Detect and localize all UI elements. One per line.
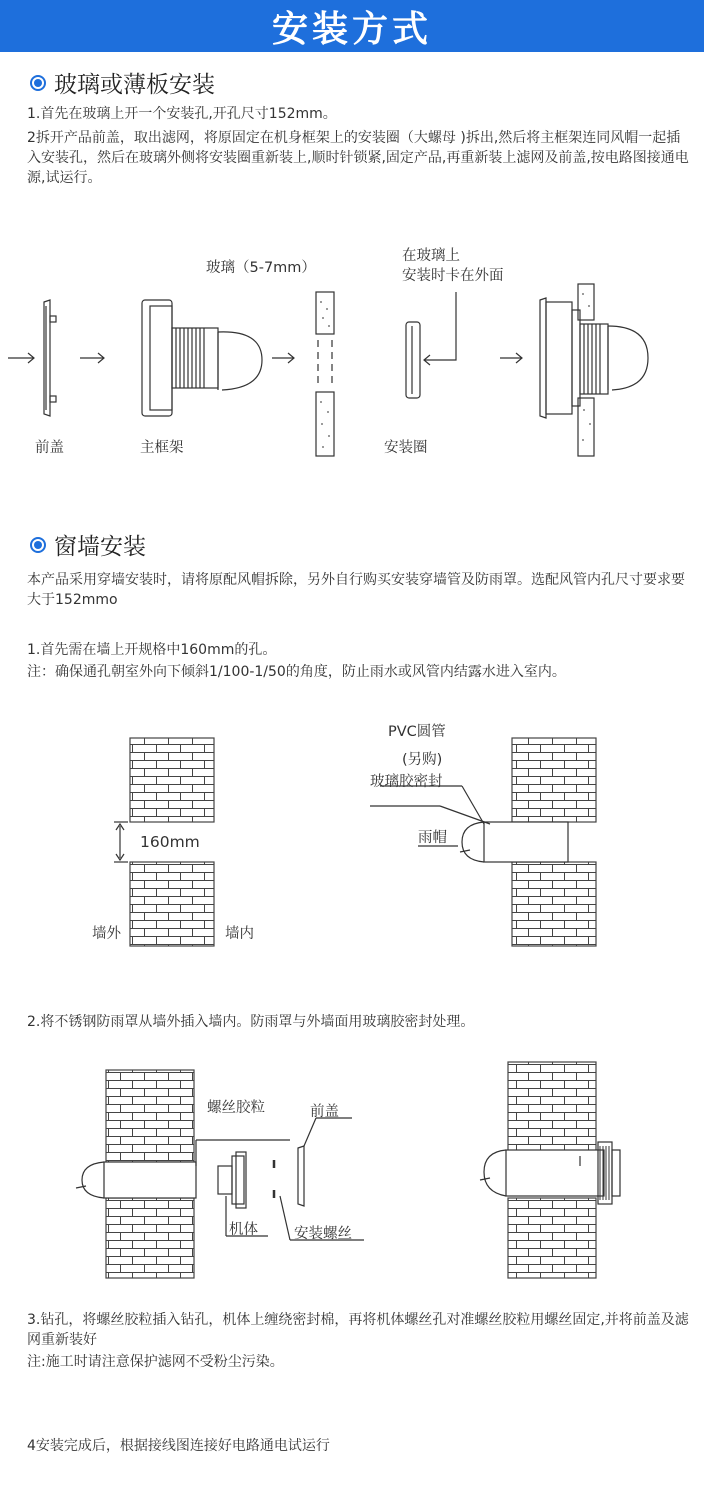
section-title-glass: 玻璃或薄板安装 — [54, 72, 215, 98]
rain-cap — [462, 822, 484, 862]
arrow-icon — [8, 353, 34, 363]
wall-lower — [130, 862, 214, 946]
section-heading-glass — [30, 66, 215, 99]
section-heading-wall — [30, 528, 146, 561]
wall-step-3: 3.钻孔，将螺丝胶粒插入钻孔，机体上缠绕密封棉，再将机体螺丝孔对准螺丝胶粒用螺丝固定,并将前盖及滤网重新装好 — [27, 1312, 689, 1348]
wall-upper — [130, 738, 214, 822]
wall-upper-right — [512, 738, 596, 822]
main-frame-drawing — [142, 300, 262, 416]
label-inside: 墙内 — [225, 926, 254, 942]
bullet-icon — [30, 537, 46, 553]
wall-step-2: 2.将不锈钢防雨罩从墙外插入墙内。防雨罩与外墙面用玻璃胶密封处理。 — [27, 1014, 475, 1030]
wall-step-4: 4安装完成后，根据接线图连接好电路通电试运行 — [27, 1438, 330, 1454]
wall-note-3: 注:施工时请注意保护滤网不受粉尘污染。 — [27, 1354, 284, 1370]
bullet-icon — [30, 75, 46, 91]
sleeve-right — [506, 1150, 604, 1196]
arrow-icon — [272, 353, 294, 363]
label-front-cover-wall: 前盖 — [310, 1104, 339, 1120]
mount-ring-drawing — [406, 322, 420, 398]
front-cover-shape — [298, 1146, 304, 1206]
arrow-icon — [80, 353, 104, 363]
arrow-icon — [500, 353, 522, 363]
glass-panel-drawing — [316, 292, 334, 456]
wall-step-1: 1.首先需在墙上开规格中160mm的孔。 — [27, 642, 277, 658]
assembled-unit-drawing — [540, 284, 648, 456]
wall-note-1: 注：确保通孔朝室外向下倾斜1/100-1/50的角度，防止雨水或风管内结露水进入室内。 — [27, 664, 566, 680]
label-body: 机体 — [229, 1222, 258, 1238]
wall-intro: 本产品采用穿墙安装时，请将原配风帽拆除，另外自行购买安装穿墙管及防雨罩。选配风管内孔尺寸要求要大于152mmo — [27, 572, 685, 608]
label-hole-size: 160mm — [140, 833, 200, 851]
label-glass-glue-seal: 玻璃胶密封 — [370, 774, 443, 790]
label-front-cover: 前盖 — [35, 440, 64, 456]
label-screw-anchor: 螺丝胶粒 — [207, 1100, 265, 1116]
wall-lower-right — [512, 862, 596, 946]
pvc-pipe — [484, 822, 568, 862]
section-title-wall: 窗墙安装 — [54, 534, 146, 560]
header-banner — [0, 0, 704, 52]
body-drawing — [218, 1152, 246, 1208]
glass-step-2: 2拆开产品前盖，取出滤网，将原固定在机身框架上的安装圈（大螺母 )拆出,然后将主框架连同风帽一起插入安装孔，然后在玻璃外侧将安装圈重新装上,顺时针锁紧,固定产品,再重新装上滤网及前盖,按电路图接通电源,试运行。 — [27, 130, 689, 186]
sleeve-left — [104, 1162, 196, 1198]
label-glass-note-2: 安装时卡在外面 — [402, 268, 504, 284]
label-mount-ring: 安装圈 — [384, 440, 428, 456]
label-glass: 玻璃（5-7mm） — [206, 260, 316, 276]
glass-install-diagram — [0, 220, 704, 480]
label-buy-separately: (另购) — [402, 752, 443, 768]
label-pvc-pipe: PVC圆管 — [388, 724, 446, 740]
wall-install-diagram — [0, 1056, 704, 1286]
glass-step-1: 1.首先在玻璃上开一个安装孔,开孔尺寸152mm。 — [27, 106, 337, 122]
page-title: 安装方式 — [271, 8, 432, 50]
front-cover-drawing — [44, 300, 56, 416]
label-outside: 墙外 — [92, 926, 121, 942]
label-main-frame: 主框架 — [140, 440, 184, 456]
label-rain-cap: 雨帽 — [418, 830, 447, 846]
label-glass-note-1: 在玻璃上 — [402, 248, 460, 264]
label-mount-screw: 安装螺丝 — [294, 1226, 352, 1242]
